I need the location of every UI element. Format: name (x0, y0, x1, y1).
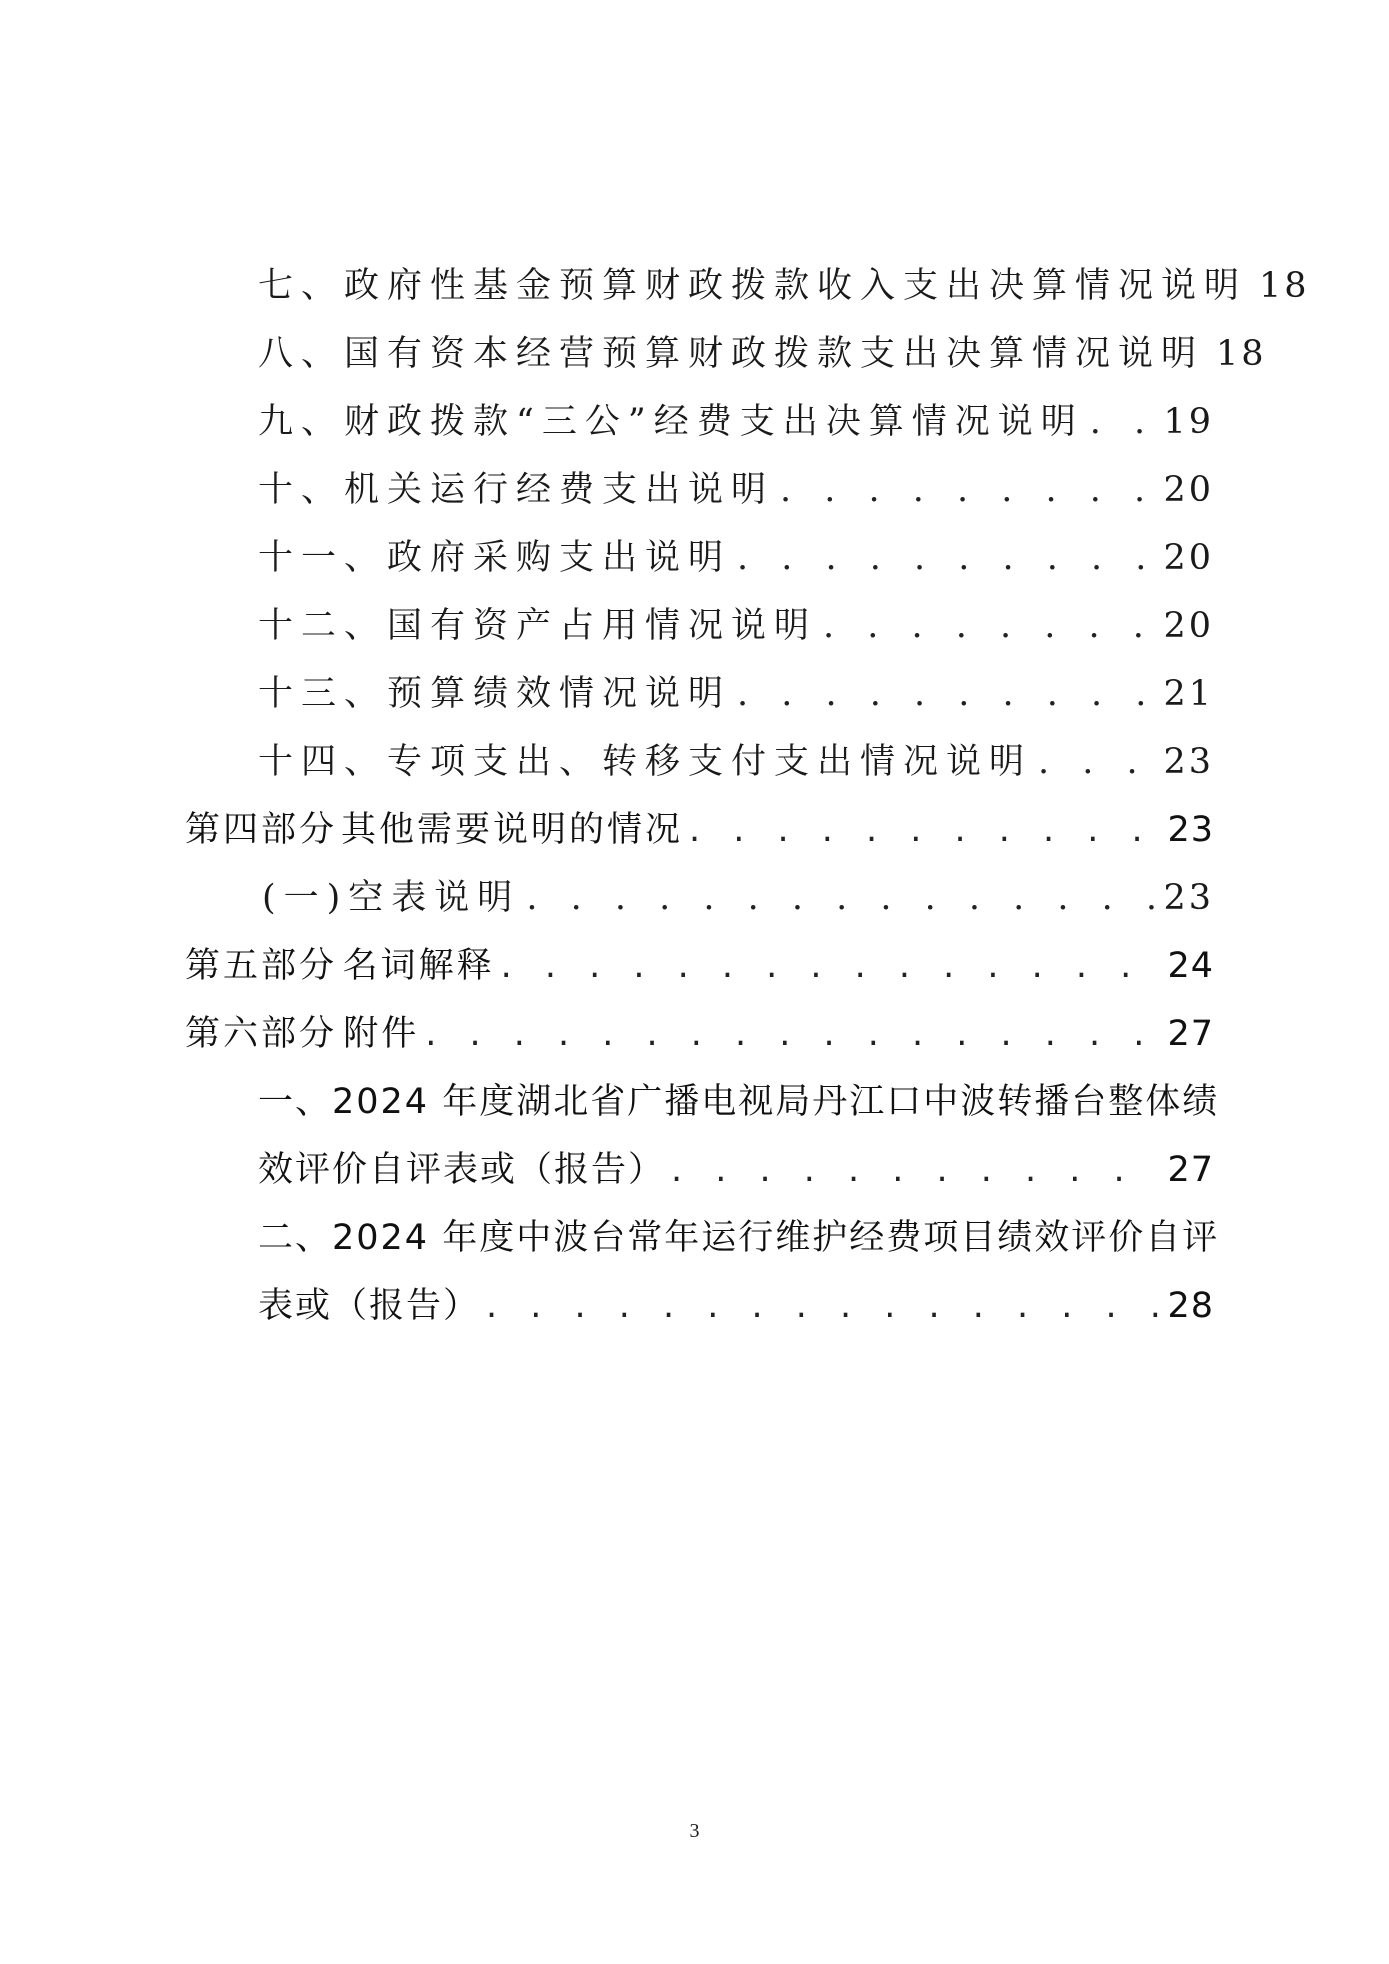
toc-entry[interactable] (258, 598, 1214, 648)
toc-entry-page: 20 (1163, 606, 1214, 646)
toc-entry-page: 19 (1163, 402, 1214, 442)
toc-entry-page: 28 (1167, 1286, 1214, 1326)
toc-part-six[interactable] (185, 1006, 1214, 1056)
toc-entry[interactable] (258, 394, 1214, 444)
toc-attachment-two[interactable] (258, 1278, 1214, 1328)
toc-part-four[interactable] (185, 802, 1214, 852)
toc-entry[interactable] (262, 870, 1214, 920)
toc-entry-label: 十四、专项支出、转移支付支出情况说明 (258, 742, 1033, 782)
toc-attachment-two-line1[interactable]: 二、2024 年度中波台常年运行维护经费项目绩效评价自评 (258, 1218, 1220, 1258)
toc-dot-leader (526, 878, 1157, 918)
toc-entry-page: 20 (1163, 538, 1214, 578)
toc-attachment-one[interactable] (258, 1142, 1214, 1192)
toc-dot-leader (425, 1014, 1161, 1054)
toc-part-number: 第六部分 (185, 1014, 338, 1054)
toc-attachment-one-line1[interactable]: 一、2024 年度湖北省广播电视局丹江口中波转播台整体绩 (258, 1082, 1220, 1122)
toc-dot-leader (780, 470, 1157, 510)
toc-dot-leader (486, 1286, 1161, 1326)
toc-entry-page: 20 (1163, 470, 1214, 510)
toc-entry-page: 27 (1167, 1014, 1214, 1054)
toc-part-title: 附件 (343, 1014, 420, 1054)
toc-entry-label: 八、国有资本经营预算财政拨款支出决算情况说明 (258, 334, 1205, 374)
toc-entry[interactable] (258, 734, 1214, 784)
toc-entry-page: 18 (1216, 334, 1267, 374)
toc-part-number: 第四部分 (185, 810, 338, 850)
toc-entry-page: 18 (1259, 266, 1310, 306)
toc-dot-leader (737, 538, 1157, 578)
toc-entry-label: 十三、预算绩效情况说明 (258, 674, 732, 714)
toc-entry[interactable] (258, 462, 1214, 512)
toc-entry-label: 效评价自评表或（报告） (258, 1150, 666, 1190)
toc-part-five[interactable] (185, 938, 1214, 988)
toc-entry-page: 23 (1163, 878, 1214, 918)
toc-dot-leader (501, 946, 1162, 986)
toc-entry-label: 表或（报告） (258, 1286, 481, 1326)
toc-entry-label: 十二、国有资产占用情况说明 (258, 606, 818, 646)
toc-dot-leader (671, 1150, 1161, 1190)
toc-dot-leader (823, 606, 1157, 646)
toc-entry-page: 21 (1163, 674, 1214, 714)
toc-entry[interactable] (258, 326, 1267, 376)
toc-entry[interactable] (258, 258, 1310, 308)
toc-dot-leader (689, 810, 1161, 850)
toc-entry-label: 九、财政拨款“三公”经费支出决算情况说明 (258, 402, 1084, 442)
toc-entry-page: 23 (1167, 810, 1214, 850)
toc-entry[interactable] (258, 666, 1214, 716)
toc-entry-page: 23 (1163, 742, 1214, 782)
toc-entry-label: 十、机关运行经费支出说明 (258, 470, 775, 510)
toc-entry[interactable] (258, 530, 1214, 580)
toc-part-number: 第五部分 (185, 946, 338, 986)
page-number: 3 (689, 1820, 700, 1842)
toc-entry-label: (一)空表说明 (262, 878, 521, 918)
toc-dot-leader (1090, 402, 1158, 442)
toc-entry-page: 24 (1167, 946, 1214, 986)
toc-dot-leader (737, 674, 1157, 714)
toc-entry-label: 十一、政府采购支出说明 (258, 538, 732, 578)
toc-part-title: 其他需要说明的情况 (340, 810, 683, 850)
toc-entry-page: 27 (1167, 1150, 1214, 1190)
toc-dot-leader (1038, 742, 1157, 782)
toc-part-title: 名词解释 (342, 946, 495, 986)
toc-entry-label: 七、政府性基金预算财政拨款收入支出决算情况说明 (258, 266, 1248, 306)
